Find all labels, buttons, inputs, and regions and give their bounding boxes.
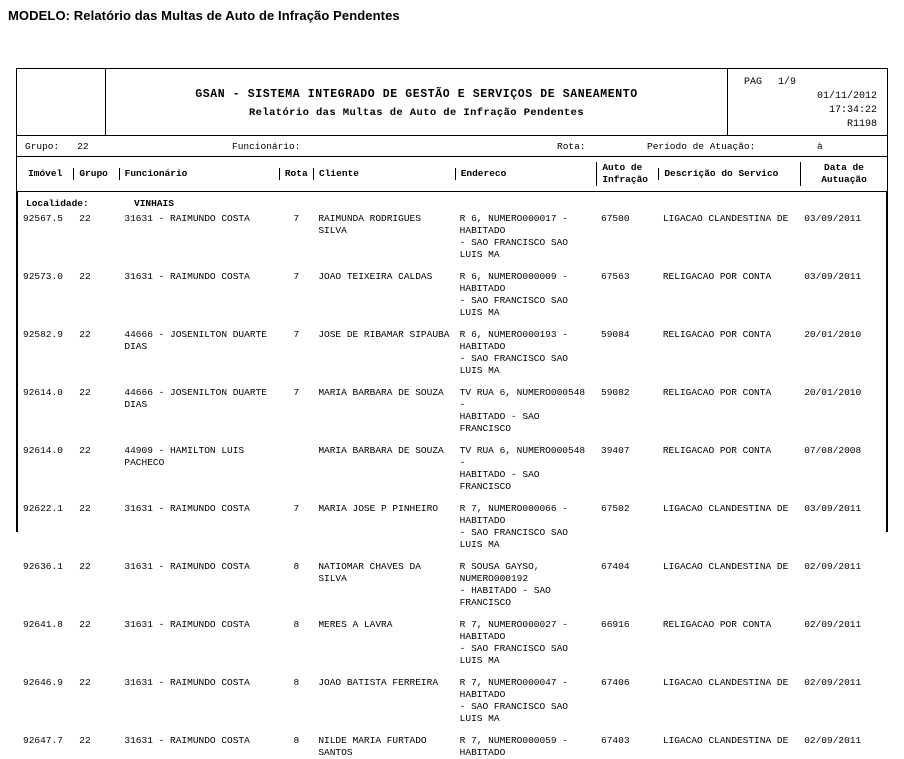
- filter-funcionario-label: Funcionário:: [232, 140, 301, 152]
- table-row: [18, 735, 886, 759]
- filter-periodo: [647, 141, 755, 152]
- cell-endereco-line2: - SAO FRANCISCO SAO LUIS MA: [459, 295, 568, 318]
- cell-cliente: MERES A LAVRA: [318, 619, 393, 630]
- cell-descricao: RELIGACAO POR CONTA: [662, 619, 772, 630]
- cell-auto-infracao: 67563: [601, 271, 630, 282]
- cell-endereco: [455, 735, 596, 759]
- table-body: [17, 192, 887, 758]
- cell-imovel: 92636.1: [23, 561, 63, 572]
- cell-endereco-line2: - SAO FRANCISCO SAO LUIS MA: [459, 643, 568, 666]
- column-header-endereco: Endereco: [455, 168, 597, 180]
- cell-descricao: LIGACAO CLANDESTINA DE: [662, 503, 789, 514]
- cell-rota: 7: [293, 213, 300, 224]
- cell-funcionario: 31631 - RAIMUNDO COSTA: [124, 213, 250, 224]
- cell-funcionario: 44666 - JOSENILTON DUARTE DIAS: [124, 387, 267, 410]
- cell-data-autuacao: 03/09/2011: [804, 503, 862, 514]
- cell-cliente: RAIMUNDA RODRIGUES SILVA: [318, 213, 421, 236]
- cell-endereco-line1: R 7, NUMERO000059 - HABITADO: [459, 735, 568, 758]
- filter-bar: [17, 135, 887, 157]
- cell-rota: 7: [293, 271, 300, 282]
- cell-endereco-line1: R 6, NUMERO000017 - HABITADO: [459, 213, 568, 236]
- table-row: [18, 329, 886, 377]
- cell-cliente: NILDE MARIA FURTADO SANTOS: [318, 735, 427, 758]
- cell-endereco-line2: - SAO FRANCISCO SAO LUIS MA: [459, 701, 568, 724]
- cell-data-autuacao: 02/09/2011: [804, 619, 862, 630]
- cell-grupo: 22: [79, 735, 91, 746]
- cell-descricao: LIGACAO CLANDESTINA DE: [662, 735, 789, 746]
- cell-funcionario: 31631 - RAIMUNDO COSTA: [124, 677, 250, 688]
- cell-grupo: 22: [79, 271, 91, 282]
- cell-endereco: [455, 619, 596, 667]
- cell-auto-infracao: 66916: [601, 619, 630, 630]
- cell-endereco: [455, 213, 596, 261]
- cell-descricao: LIGACAO CLANDESTINA DE: [662, 213, 789, 224]
- column-header-data-autuacao: [800, 162, 887, 186]
- cell-rota: 8: [293, 561, 300, 572]
- cell-descricao: RELIGACAO POR CONTA: [662, 271, 772, 282]
- locality-value: VINHAIS: [134, 198, 174, 209]
- cell-rota: 8: [293, 619, 300, 630]
- column-header-rota: Rota: [279, 168, 313, 180]
- cell-grupo: 22: [79, 677, 91, 688]
- report-header-meta: [727, 69, 887, 135]
- cell-endereco-line1: R 6, NUMERO000009 - HABITADO: [459, 271, 568, 294]
- cell-imovel: 92567.5: [23, 213, 63, 224]
- column-header-funcionario: Funcionário: [119, 168, 279, 180]
- cell-descricao: LIGACAO CLANDESTINA DE: [662, 561, 789, 572]
- cell-auto-infracao: 67403: [601, 735, 630, 746]
- page-indicator: [736, 76, 877, 90]
- cell-data-autuacao: 02/09/2011: [804, 561, 862, 572]
- cell-grupo: 22: [79, 329, 91, 340]
- cell-rota: 8: [293, 677, 300, 688]
- column-header-cliente: Cliente: [313, 168, 455, 180]
- cell-endereco-line2: - SAO FRANCISCO SAO LUIS MA: [459, 237, 568, 260]
- filter-grupo: [25, 141, 89, 152]
- cell-imovel: 92622.1: [23, 503, 63, 514]
- cell-funcionario: 31631 - RAIMUNDO COSTA: [124, 561, 250, 572]
- cell-data-autuacao: 03/09/2011: [804, 271, 862, 282]
- cell-cliente: JOSE DE RIBAMAR SIPAUBA: [318, 329, 450, 340]
- cell-endereco-line2: - HABITADO - SAO FRANCISCO: [459, 585, 551, 608]
- cell-funcionario: 31631 - RAIMUNDO COSTA: [124, 271, 250, 282]
- report-header: [17, 69, 887, 135]
- cell-descricao: RELIGACAO POR CONTA: [662, 445, 772, 456]
- cell-rota: 8: [293, 735, 300, 746]
- page-title: MODELO: Relatório das Multas de Auto de Infração Pendentes: [8, 8, 400, 23]
- cell-cliente: MARIA BARBARA DE SOUZA: [318, 387, 444, 398]
- cell-auto-infracao: 59082: [601, 387, 630, 398]
- cell-cliente: MARIA JOSE P PINHEIRO: [318, 503, 439, 514]
- cell-data-autuacao: 03/09/2011: [804, 213, 862, 224]
- cell-endereco-line1: TV RUA 6, NUMERO000548 -: [459, 445, 586, 468]
- filter-rota: [557, 141, 586, 152]
- cell-endereco-line1: R 7, NUMERO000027 - HABITADO: [459, 619, 568, 642]
- cell-data-autuacao: 07/08/2008: [804, 445, 862, 456]
- report-date: 01/11/2012: [816, 91, 877, 102]
- cell-grupo: 22: [79, 387, 91, 398]
- cell-data-autuacao: 02/09/2011: [804, 677, 862, 688]
- column-header-imovel: Imóvel: [28, 168, 63, 179]
- cell-cliente: NATIOMAR CHAVES DA SILVA: [318, 561, 421, 584]
- cell-endereco: [455, 561, 596, 609]
- cell-endereco-line1: R 7, NUMERO000066 - HABITADO: [459, 503, 568, 526]
- cell-rota: 7: [293, 329, 300, 340]
- cell-descricao: RELIGACAO POR CONTA: [662, 329, 772, 340]
- cell-endereco-line2: - SAO FRANCISCO SAO LUIS MA: [459, 353, 568, 376]
- cell-imovel: 92614.0: [23, 387, 63, 398]
- column-header-auto-infracao: [596, 162, 658, 186]
- filter-periodo-label: Período de Atuação:: [647, 140, 756, 152]
- cell-endereco: [455, 677, 596, 725]
- report-header-titles: [106, 69, 727, 135]
- page-number: 1/9: [778, 77, 797, 88]
- cell-auto-infracao: 67404: [601, 561, 630, 572]
- report-subtitle: Relatório das Multas de Auto de Infração Pendentes: [248, 107, 585, 119]
- cell-endereco-line1: TV RUA 6, NUMERO000548 -: [459, 387, 586, 410]
- cell-endereco-line2: HABITADO - SAO FRANCISCO: [459, 411, 540, 434]
- report-document: [16, 68, 888, 758]
- filter-rota-label: Rota:: [557, 140, 586, 152]
- report-code: R1198: [846, 119, 877, 130]
- cell-grupo: 22: [79, 503, 91, 514]
- cell-grupo: 22: [79, 561, 91, 572]
- cell-grupo: 22: [79, 445, 91, 456]
- cell-grupo: 22: [79, 619, 91, 630]
- locality-group-header: [18, 196, 886, 213]
- cell-cliente: MARIA BARBARA DE SOUZA: [318, 445, 444, 456]
- column-header-auto-line2: Infração: [602, 174, 648, 185]
- report-frame: [16, 68, 888, 758]
- cell-cliente: JOAO TEIXEIRA CALDAS: [318, 271, 433, 282]
- cell-funcionario: 31631 - RAIMUNDO COSTA: [124, 503, 250, 514]
- cell-endereco-line1: R 7, NUMERO000047 - HABITADO: [459, 677, 568, 700]
- table-row: [18, 387, 886, 435]
- table-row: [18, 677, 886, 725]
- cell-endereco: [455, 329, 596, 377]
- cell-endereco: [455, 445, 596, 493]
- cell-endereco: [455, 503, 596, 551]
- cell-rota: 7: [293, 387, 300, 398]
- cell-endereco-line1: R 6, NUMERO000193 - HABITADO: [459, 329, 568, 352]
- cell-funcionario: 44666 - JOSENILTON DUARTE DIAS: [124, 329, 267, 352]
- cell-endereco-line1: R SOUSA GAYSO, NUMERO000192: [459, 561, 540, 584]
- locality-label: Localidade:: [26, 198, 89, 209]
- cell-auto-infracao: 39407: [601, 445, 630, 456]
- cell-funcionario: 31631 - RAIMUNDO COSTA: [124, 619, 250, 630]
- cell-imovel: 92614.0: [23, 445, 63, 456]
- filter-grupo-label: Grupo:: [25, 140, 60, 152]
- cell-endereco-line2: - SAO FRANCISCO SAO LUIS MA: [459, 527, 568, 550]
- table-row: [18, 271, 886, 319]
- cell-endereco: [455, 271, 596, 319]
- column-header-auto-line1: Auto de: [602, 162, 643, 173]
- column-header-data-line1: Data de: [824, 162, 864, 173]
- cell-imovel: 92647.7: [23, 735, 63, 746]
- cell-rota: [279, 445, 313, 493]
- table-row: [18, 445, 886, 493]
- table-row: [18, 213, 886, 261]
- cell-rota: 7: [293, 503, 300, 514]
- column-header-descricao-servico: Descrição do Servico: [658, 168, 800, 180]
- filter-grupo-value: 22: [77, 140, 89, 152]
- cell-auto-infracao: 67406: [601, 677, 630, 688]
- column-header-grupo: Grupo: [73, 168, 118, 180]
- cell-imovel: 92573.0: [23, 271, 63, 282]
- cell-auto-infracao: 67500: [601, 213, 630, 224]
- table-row: [18, 503, 886, 551]
- cell-auto-infracao: 67502: [601, 503, 630, 514]
- cell-data-autuacao: 02/09/2011: [804, 735, 862, 746]
- report-time: 17:34:22: [828, 105, 877, 116]
- cell-funcionario: 44909 - HAMILTON LUIS PACHECO: [124, 445, 245, 468]
- cell-endereco-line2: HABITADO - SAO FRANCISCO: [459, 469, 540, 492]
- cell-imovel: 92582.9: [23, 329, 63, 340]
- cell-descricao: RELIGACAO POR CONTA: [662, 387, 772, 398]
- cell-cliente: JOAO BATISTA FERREIRA: [318, 677, 439, 688]
- table-row: [18, 619, 886, 667]
- table-header-row: [17, 157, 887, 192]
- filter-periodo-ate: à: [817, 140, 823, 152]
- page-label: PAG: [744, 77, 763, 88]
- filter-funcionario: [232, 141, 300, 152]
- cell-imovel: 92641.8: [23, 619, 63, 630]
- cell-grupo: 22: [79, 213, 91, 224]
- cell-descricao: LIGACAO CLANDESTINA DE: [662, 677, 789, 688]
- cell-data-autuacao: 20/01/2010: [804, 329, 862, 340]
- cell-imovel: 92646.9: [23, 677, 63, 688]
- logo-area: [17, 69, 106, 135]
- cell-endereco: [455, 387, 596, 435]
- column-header-data-line2: Autuação: [821, 174, 867, 185]
- cell-funcionario: 31631 - RAIMUNDO COSTA: [124, 735, 250, 746]
- system-title: GSAN - SISTEMA INTEGRADO DE GESTÃO E SERVIÇOS DE SANEAMENTO: [195, 88, 638, 101]
- table-row: [18, 561, 886, 609]
- cell-data-autuacao: 20/01/2010: [804, 387, 862, 398]
- cell-auto-infracao: 59084: [601, 329, 630, 340]
